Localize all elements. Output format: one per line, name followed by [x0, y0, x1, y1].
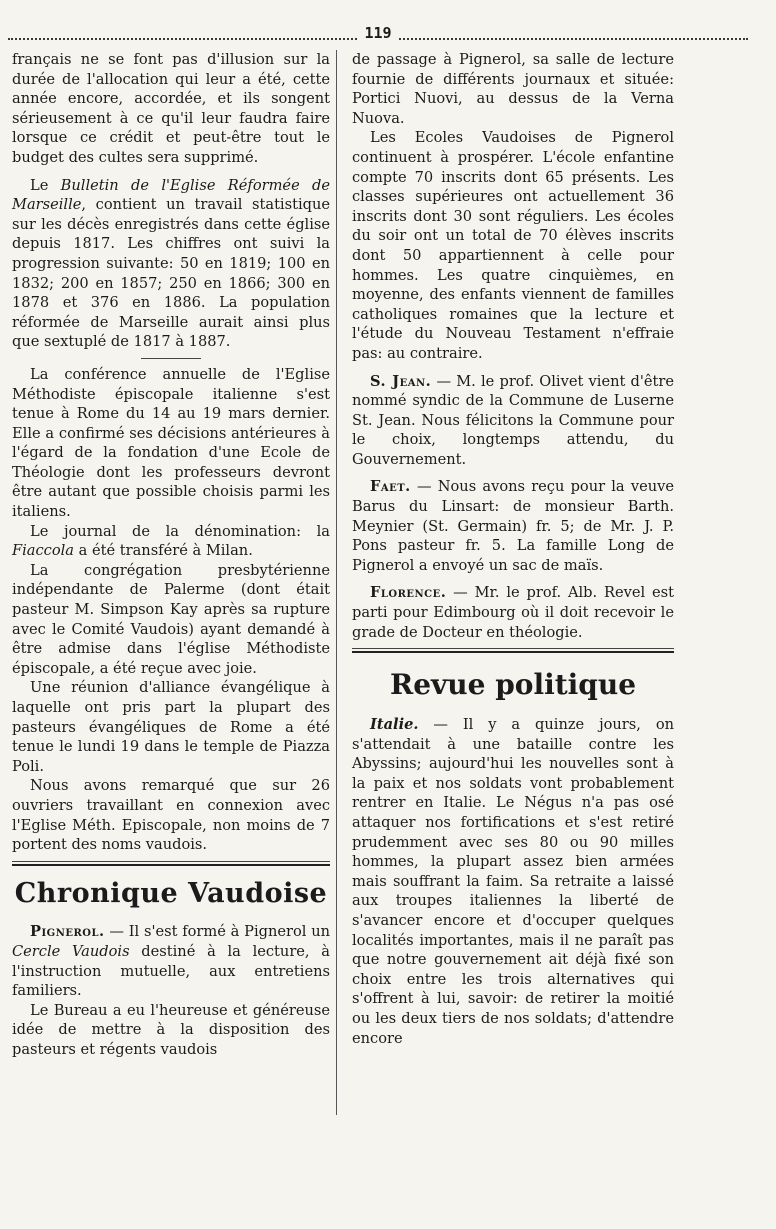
paragraph-faet: [352, 477, 674, 575]
right-column: [352, 50, 674, 1048]
journal-text-2: a été transféré à Milan.: [74, 542, 253, 560]
florence-text: — Mr. le prof. Alb. Revel est parti pour Edimbourg où il doit recevoir le grade de Docteur en théologie.: [352, 584, 674, 641]
short-divider: [141, 358, 201, 359]
place-sjean: S. Jean.: [370, 372, 432, 390]
paragraph-pignerol: [12, 922, 330, 1000]
paragraph-journal: [12, 522, 330, 561]
journal-text-1: Le journal de la dénomination: la: [30, 522, 330, 540]
bulletin-lead: Le: [30, 176, 61, 194]
paragraph-bulletin: [12, 176, 330, 352]
section-divider: [352, 648, 674, 654]
bulletin-text: , contient un travail statistique sur les décès enregistrés dans cette église depuis 1817. Les chiffres ont suivi la progression suivante: 50 en 1819; 100 en 1832; 200 en 1857; 250 en 1866; 300 en 1878 et 376 en 1886. La population réformée de Marseille aurait ainsi plus que sextuplé de 1817 à 1887.: [12, 196, 330, 351]
page-header: [8, 20, 748, 50]
paragraph-ouvriers: Nous avons remarqué que sur 26 ouvriers travaillant en connexion avec l'Eglise Méth. Episcopale, non moins de 7 portent des noms vaudois.: [12, 777, 330, 854]
section-title-chronique: Chronique Vaudoise: [14, 877, 328, 909]
paragraph-sjean: [352, 372, 674, 470]
section-title-revue: Revue politique: [389, 668, 637, 702]
place-florence: Florence.: [370, 584, 447, 602]
left-column: [12, 50, 330, 1060]
paragraph-salle: de passage à Pignerol, sa salle de lecture fournie de différents journaux et située: Portici Nuovi, au dessus de la Verna Nuova.: [352, 51, 674, 127]
italie-text: — Il y a quinze jours, on s'attendait à une bataille contre les Abyssins; aujourd'hui les nouvelles sont à la paix et nos soldats vont probablement rentrer en Italie. Le Négus n'a pas osé attaquer nos fortifications et s'est retiré prudemment avec ses 80 ou 90 milles hommes, la plupart assez bien armées mais souffrant la faim. Sa retraite a laissé aux troupes italiennes la liberté de s'avancer encore et d'occuper quelques localités importantes, mais il ne paraît pas que notre gouvernement ait déjà fixé son choix entre les trois alternatives qui s'offrent à lui, savoir: de retirer la moitié ou les deux tiers de nos soldats; d'attendre encore: [352, 716, 674, 1047]
section-divider: [12, 861, 330, 867]
page-number: 119: [358, 24, 397, 42]
sjean-text: — M. le prof. Olivet vient d'être nommé syndic de la Commune de Luserne St. Jean. Nous félicitons la Commune pour le choix, longtemps attendu, du Gouvernement.: [352, 372, 675, 468]
paragraph-conference: La conférence annuelle de l'Eglise Méthodiste épiscopale italienne s'est tenue à Rome du 14 au 19 mars dernier. Elle a confirmé ses décisions antérieures à l'égard de la fondation d'une Ecole de Théologie dont les professeurs devront être autant que possible choisis parmi les italiens.: [12, 365, 330, 521]
place-faet: Faet.: [370, 478, 411, 496]
faet-text: — Nous avons reçu pour la veuve Barus du Linsart: de monsieur Barth. Meynier (St. Germain) fr. 5; de Mr. J. P. Pons pasteur fr. 5. La famille Long de Pignerol a envoyé un sac de maïs.: [352, 478, 674, 574]
paragraph-florence: [352, 583, 674, 642]
paragraph-congregation: La congrégation presbytérienne indépendante de Palerme (dont était pasteur M. Simpson Kay après sa rupture avec le Comité Vaudois) ayant demandé à être admise dans l'église Méthodiste épiscopale, a été reçue avec joie.: [12, 561, 330, 677]
paragraph-italie: [352, 715, 674, 1048]
paragraph-allocation: français ne se font pas d'illusion sur la durée de l'allocation qui leur a été, cette année encore, accordée, et ils songent sérieusement à ce qu'il leur faudra faire lorsque ce crédit et peut-être tout le budget des cultes sera supprimé.: [12, 51, 330, 166]
place-italie: Italie.: [370, 716, 419, 734]
paragraph-ecoles: Les Ecoles Vaudoises de Pignerol continuent à prospérer. L'école enfantine compte 70 inscrits dont 65 présents. Les classes supérieures ont actuellement 36 inscrits dont 30 sont réguliers. Les écoles du soir ont un total de 70 élèves inscrits dont 50 appartiennent à celle pour hommes. Les quatre cinquièmes, en moyenne, des enfants viennent de familles catholiques romaines que la lecture et l'étude du Nouveau Testament n'effraie pas: au contraire.: [352, 129, 674, 362]
pignerol-text-2: destiné à la lecture, à l'instruction mutuelle, aux entretiens familiers.: [12, 943, 330, 1000]
bulletin-title: Bulletin de l'Eglise Réformée de Marseille: [12, 176, 331, 214]
paragraph-reunion: Une réunion d'alliance évangélique à laquelle ont pris part la plupart des pasteurs évangéliques de Rome a été tenue le lundi 19 dans le temple de Piazza Poli.: [12, 679, 330, 775]
place-pignerol: Pignerol.: [30, 923, 105, 941]
cercle-name: Cercle Vaudois: [12, 943, 130, 961]
paragraph-bureau: Le Bureau a eu l'heureuse et généreuse idée de mettre à la disposition des pasteurs et régents vaudois: [12, 1001, 330, 1058]
column-divider: [336, 50, 337, 1115]
pignerol-text-1: — Il s'est formé à Pignerol un: [104, 923, 330, 941]
journal-name: Fiaccola: [12, 542, 74, 560]
